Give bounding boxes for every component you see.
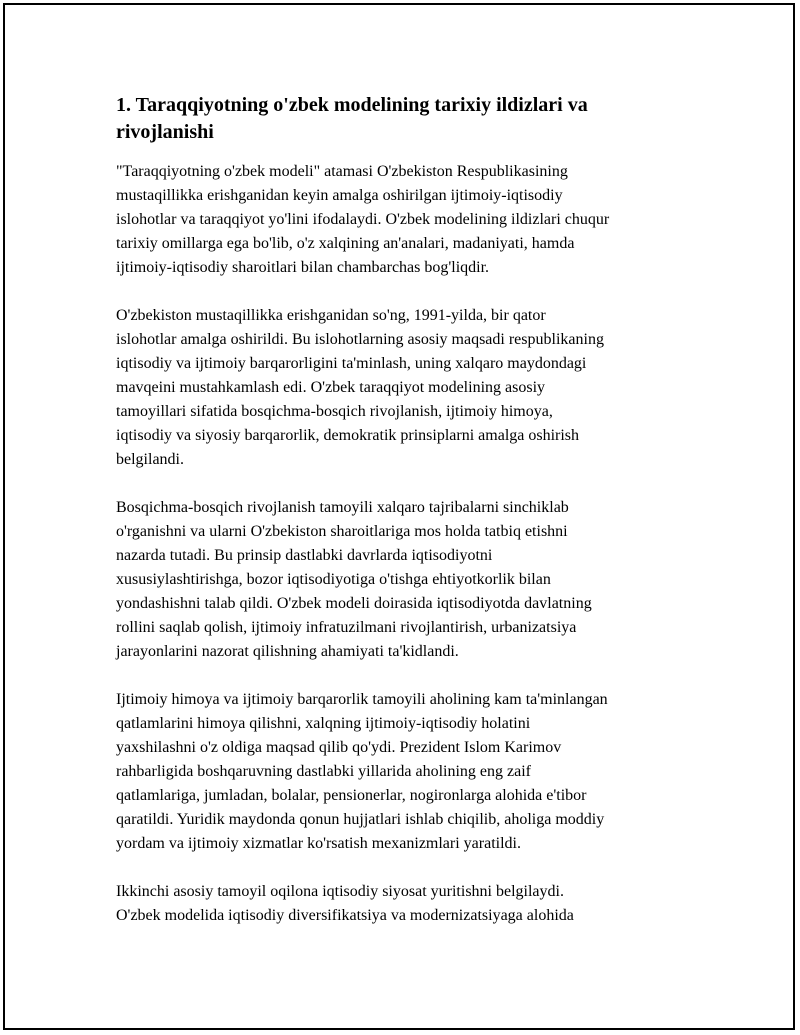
- paragraph-5: [116, 880, 706, 928]
- text-line: nazarda tutadi. Bu prinsip dastlabki davrlarda iqtisodiyotni: [116, 547, 493, 564]
- text-line: rahbarligida boshqaruvning dastlabki yillarida aholining eng zaif: [116, 763, 531, 780]
- text-line: islohotlar amalga oshirildi. Bu islohotlarning asosiy maqsadi respublikaning: [116, 331, 604, 348]
- text-line: yaxshilashni o'z oldiga maqsad qilib qo'ydi. Prezident Islom Karimov: [116, 739, 562, 756]
- text-line: qatlamlarini himoya qilishni, xalqning ijtimoiy-iqtisodiy holatini: [116, 715, 531, 732]
- heading-line: 1. Taraqqiyotning o'zbek modelining tarixiy ildizlari va: [116, 94, 588, 116]
- text-line: iqtisodiy va siyosiy barqarorlik, demokratik prinsiplarni amalga oshirish: [116, 427, 580, 444]
- text-line: "Taraqqiyotning o'zbek modeli" atamasi O'zbekiston Respublikasining: [116, 163, 568, 180]
- text-line: iqtisodiy va ijtimoiy barqarorligini ta'minlash, uning xalqaro maydondagi: [116, 355, 587, 372]
- paragraph-4: [116, 688, 706, 856]
- text-line: yondashishni talab qildi. O'zbek modeli doirasida iqtisodiyotda davlatning: [116, 595, 592, 612]
- heading-line: rivojlanishi: [116, 121, 214, 143]
- paragraph-2: [116, 304, 706, 472]
- text-line: qaratildi. Yuridik maydonda qonun hujjatlari ishlab chiqilib, aholiga moddiy: [116, 811, 605, 828]
- text-line: O'zbek modelida iqtisodiy diversifikatsiya va modernizatsiyaga alohida: [116, 907, 574, 924]
- text-line: mavqeini mustahkamlash edi. O'zbek taraqqiyot modelining asosiy: [116, 379, 546, 396]
- text-line: o'rganishni va ularni O'zbekiston sharoitlariga mos holda tatbiq etishni: [116, 523, 568, 540]
- text-line: yordam va ijtimoiy xizmatlar ko'rsatish mexanizmlari yaratildi.: [116, 835, 521, 852]
- paragraph-1: [116, 160, 706, 280]
- text-line: islohotlar va taraqqiyot yo'lini ifodalaydi. O'zbek modelining ildizlari chuqur: [116, 211, 610, 228]
- text-line: tarixiy omillarga ega bo'lib, o'z xalqining an'analari, madaniyati, hamda: [116, 235, 575, 252]
- text-line: Ijtimoiy himoya va ijtimoiy barqarorlik tamoyili aholining kam ta'minlangan: [116, 691, 608, 708]
- text-line: jarayonlarini nazorat qilishning ahamiyati ta'kidlandi.: [116, 643, 459, 660]
- text-line: Ikkinchi asosiy tamoyil oqilona iqtisodiy siyosat yuritishni belgilaydi.: [116, 883, 564, 900]
- document-body: [116, 92, 706, 952]
- text-line: qatlamlariga, jumladan, bolalar, pensionerlar, nogironlarga alohida e'tibor: [116, 787, 587, 804]
- section-heading: [116, 92, 706, 146]
- text-line: O'zbekiston mustaqillikka erishganidan so'ng, 1991-yilda, bir qator: [116, 307, 546, 324]
- text-line: ijtimoiy-iqtisodiy sharoitlari bilan chambarchas bog'liqdir.: [116, 259, 490, 276]
- text-line: belgilandi.: [116, 451, 184, 468]
- text-line: tamoyillari sifatida bosqichma-bosqich rivojlanish, ijtimoiy himoya,: [116, 403, 553, 420]
- text-line: mustaqillikka erishganidan keyin amalga oshirilgan ijtimoiy-iqtisodiy: [116, 187, 563, 204]
- text-line: xususiylashtirishga, bozor iqtisodiyotiga o'tishga ehtiyotkorlik bilan: [116, 571, 551, 588]
- paragraph-3: [116, 496, 706, 664]
- text-line: rollini saqlab qolish, ijtimoiy infratuzilmani rivojlantirish, urbanizatsiya: [116, 619, 577, 636]
- text-line: Bosqichma-bosqich rivojlanish tamoyili xalqaro tajribalarni sinchiklab: [116, 499, 569, 516]
